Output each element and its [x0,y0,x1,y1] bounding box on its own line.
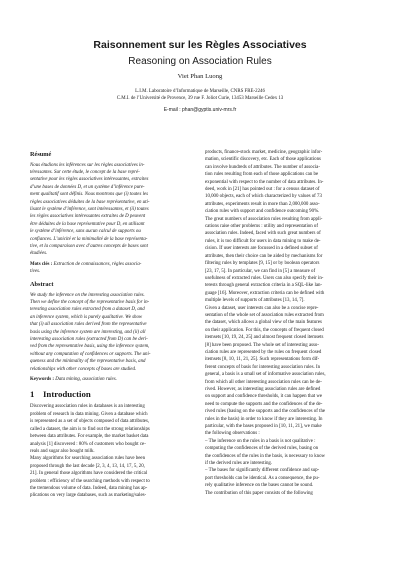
text-line: sentative pour les règles associatives intéressantes, extraites [30,177,149,183]
text-line: ciation rules with support and confidence outcoming 90%. [205,209,320,215]
text-line: Discovering association rules in databases is an interesting [30,404,145,410]
text-line: if the derived rules are interesting. [205,461,273,467]
author-email: E-mail : phan@gyptis.univ-mrs.fr [163,107,237,113]
section-number: 1 [30,389,35,400]
text-line: rely qualitative inference on the bases cannot be sound. [205,483,314,489]
text-line: tive, et la comparaison avec d’autres concepts de bases sont [30,243,148,249]
introduction-body [30,403,195,499]
text-line: terests through general extraction criteria in a SQL-like lan- [205,283,323,289]
text-line: the confidences of the rules in the basis, is necessary to know [205,453,326,459]
text-line: relationships with other concepts of bases are studied. [30,366,137,372]
text-line: filtering rules by templates [9, 15] or by boolean operators [205,261,320,267]
text-line: cision. If user interests are focussed in a defined subset of [205,246,318,252]
text-line: usefulness of extracted rules. Users can also specify their in- [205,275,324,281]
text-line: particular, with the bases proposed in [10, 11, 21], we make [205,424,322,430]
text-line: on their application. For this, the concepts of frequent closed [205,327,324,333]
text-line: itemsets [8, 10, 11, 21, 25]. Such representations form dif- [205,357,320,363]
text-line: rules in the basis) in order to know if they are interesting. In [205,416,323,422]
text-line: an inference system, which is purely qualitative. We show [30,314,143,320]
text-line: called a dataset, the aim is to find out the strong relationships [30,426,150,432]
text-line: – The inference on the rules in a basis is not qualitative : [205,438,316,444]
text-line: association rules. Indeed, faced with such great numbers of [205,231,321,237]
text-line: – The bases for significantly different confidence and sup- [205,468,320,474]
text-line: proposed through the last decade [2, 3, 4, 13, 14, 17, 5, 20, [30,463,145,469]
resume-keywords [30,261,195,268]
abstract-keywords [30,376,195,383]
paper-title: Raisonnement sur les Règles Associatives [93,39,307,51]
keywords-label-fr: Mots clés : [30,261,53,267]
affiliation-line-1: L.I.M. Laboratoire d’Informatique de Marseille, CNRS FRE-2246 [135,89,265,94]
text-line: guage [16]. Moreover, extraction criteria can be defined with [205,290,325,296]
text-line: mation, scientific discovery, etc. Each of those applications [205,157,321,163]
abstract-heading: Abstract [30,281,54,289]
text-line: port thresholds can be identical. As a consequence, the pu- [205,475,320,481]
text-line: attributes, then their choice can be aided by mechanisms for [205,253,323,259]
resume-body [30,162,195,258]
text-line: confiances. L’unicité et la minimalité de la base représenta- [30,236,148,242]
text-line: plications on very large databases, such as marketing/sales- [30,493,147,499]
text-line: rived rules (basing on the supports and the confidences of the [205,409,326,415]
right-column [205,149,372,497]
text-line: Nous étudions les inférences sur les règles associatives in- [30,162,145,168]
text-line: The contribution of this paper consists of the following [205,490,313,496]
text-line: attributes, experiments result in more than 2,000,000 asso- [205,201,320,207]
text-line: lisant le système d’inférence, sont intéressantes, et (ii) toutes [30,206,149,212]
text-line: [8] have been proposed. The whole set of interesting asso- [205,342,319,348]
text-line: problem : efficiency of the searching methods with respect to [30,478,150,484]
text-line: sentation of the whole set of association rules extracted from [205,312,324,318]
text-line: Many algorithms for searching association rules have been [30,456,146,462]
section-title: Introduction [43,389,91,400]
text-line: that (i) all association rules derived from the representative [30,322,147,328]
text-line: analysis [1] discovered : 80% of customers who bought ce- [30,441,146,447]
text-line: need to compute the supports and the confidences of the de- [205,401,323,407]
text-line: the following observations : [205,431,260,437]
text-line: tion rules resulting from each of those applications can be [205,172,319,178]
text-line: étudiées. [30,251,48,257]
text-line: products, finance-stock market, medicine, geographic infor- [205,150,323,155]
text-line: basis using the inference system are interesting, and (ii) all [30,329,146,335]
text-line: Given a dataset, user interests can also be a concise repre- [205,305,319,311]
text-line: the dataset, which allows a global view of the main features [205,320,322,326]
paper-subtitle: Reasoning on Association Rules [128,56,272,67]
keywords-text-en: Data mining, association rules. [55,377,117,383]
text-line: rived. However, as interesting association rules are defined [205,387,321,392]
text-line: exponential with respect to the number of data attributes. In- [205,179,324,185]
keywords-text-fr: Extraction de connaissances, règles associa- [53,261,142,267]
text-line: interesting association rules (extracted from D) can be deri- [30,337,148,343]
text-line: téressantes. Sur cette étude, le concept de la base repré- [30,169,140,175]
text-line: is represented as a set of objects composed of data attributes, [30,419,150,425]
text-line: can involve hundreds of attributes. The number of associa- [205,164,320,170]
text-line: ment qualitatif sont définis. Nous montrons que (i) toutes les [30,192,149,198]
text-line: We study the inference on the interesting association rules. [30,292,145,298]
text-line: computing the confidences of the derived rules, basing on [205,446,319,452]
text-line: on support and confidence thresholds, it can happen that we [205,394,323,400]
text-line: multiple levels of supports of attributes [13, 14, 7]. [205,298,305,304]
text-line: tives. [30,269,41,275]
introduction-heading [30,389,195,399]
text-line: problem of research in data mining. Given a database which [30,411,148,417]
text-line: teresting association rules extracted from a dataset D, and [30,307,145,313]
text-line: ferent concepts of basis for interesting association rules. In [205,364,321,370]
text-line: The great numbers of association rules resulting from appli- [205,216,323,222]
text-line: d’une bases de données D, et un système d’inférence pure- [30,184,145,190]
text-line: ciation rules are represented by the rules on frequent closed [205,349,322,355]
text-line: queness and the minimality of the representative basis, and [30,359,146,365]
text-line: [23, 17, 5]. In particular, we can find in [5] a measure of [205,268,316,274]
left-column [30,151,195,500]
text-line: les règles associatives intéressantes extraites de D peuvent [30,214,146,220]
text-line: the tremendous volume of data. Indeed, data mining has ap- [30,485,148,491]
text-line: être déduites de la base représentative pour D, en utilisant [30,221,145,227]
text-line: 10,000 objects, each of which characterized by values of 73 [205,194,322,200]
text-line: general, a basis is a small set of informative association rules, [205,372,326,378]
text-line: Then we define the concept of the representative basis for in- [30,300,150,305]
text-line: without any computation of confidences or supports. The uni- [30,351,151,357]
affiliation-line-2: C.M.I. de l’Université de Provence, 39 rue F. Joliot Curie, 13453 Marseille Cedex 13 [116,96,284,101]
text-line: 21]. In general those algorithms have considered the critical [30,471,148,477]
text-line: cations raise other problems : utility and representation of [205,224,318,230]
text-line: le système d’inférence, sans aucun calcul de supports ou [30,229,141,235]
text-line: itemsets [10, 19, 24, 25] and almost frequent closed itemsets [205,335,324,341]
author-name: Viet Phan Luong [177,73,223,80]
resume-heading: Résumé [30,151,52,158]
text-line: between data attributes. For example, the market basket data [30,434,149,440]
text-line: reals and sugar also bought milk. [30,448,95,454]
text-line: ved from the representative basis, using the inference system, [30,344,150,350]
text-line: deed, work in [21] has pointed out : for a census dataset of [205,187,320,193]
abstract-body [30,292,195,373]
text-line: règles associatives déduites de la base représentative, en uti- [30,199,150,205]
text-line: rules, it is too difficult for users in data mining to make de- [205,238,321,244]
text-line: from which all other interesting association rules can be de- [205,379,322,385]
keywords-label-en: Keywords : [30,377,55,383]
